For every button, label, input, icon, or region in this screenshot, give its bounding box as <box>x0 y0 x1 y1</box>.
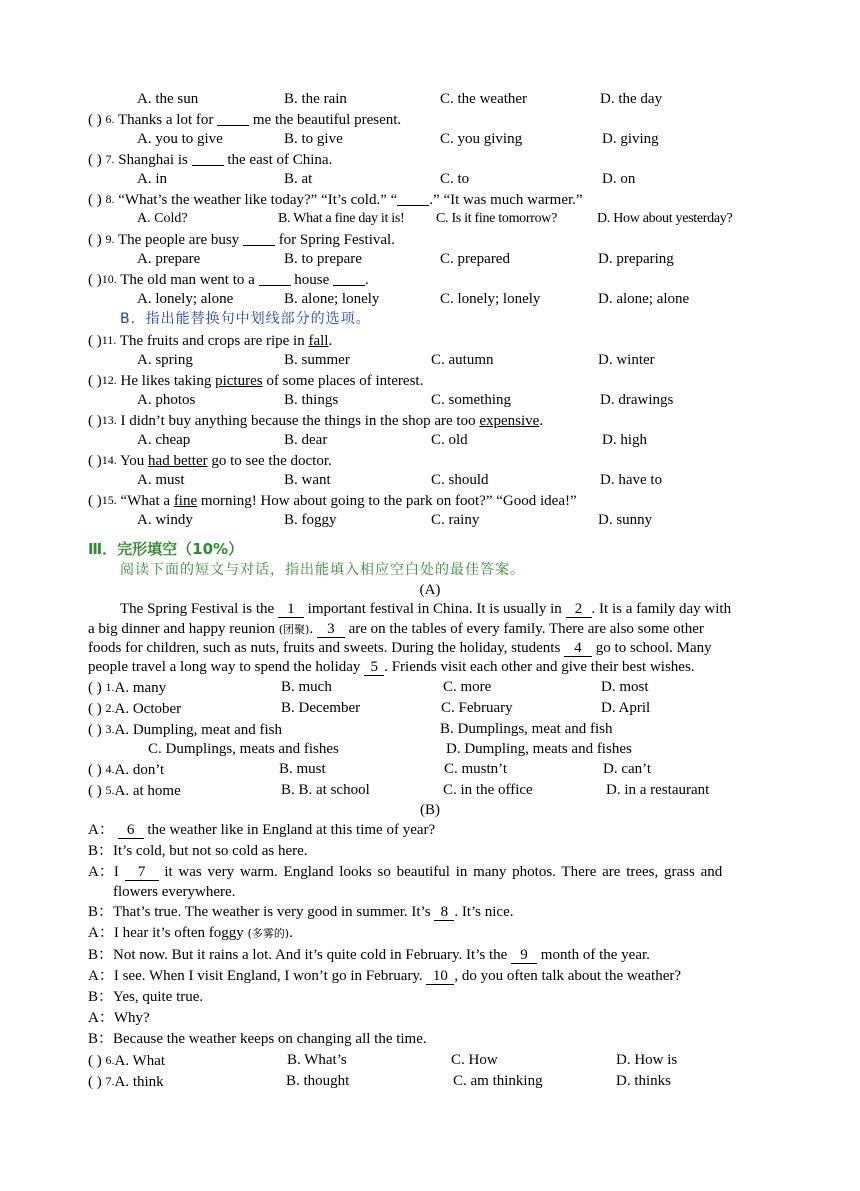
answer-paren: ( ) <box>88 680 102 696</box>
answer-paren: ( ) <box>88 762 102 778</box>
option-d: D. How is <box>616 1052 678 1068</box>
part-a-label: (A) <box>419 582 441 598</box>
option-d: D. preparing <box>598 251 674 267</box>
option-b: B. B. at school <box>281 782 370 798</box>
option-c: C. the weather <box>440 91 528 107</box>
cloze-5 <box>88 781 181 800</box>
question-number: 3. <box>105 722 115 736</box>
dialogue-line <box>88 903 513 921</box>
blank-3[interactable]: 3 <box>317 622 345 638</box>
option-a: A. spring <box>137 352 193 368</box>
question-text: You <box>119 453 149 469</box>
option-a: A. must <box>137 472 185 488</box>
question-text: me the beautiful present. <box>252 112 402 128</box>
passage-text: important festival in China. It is usually in <box>307 601 562 617</box>
dialogue-line: flowers everywhere. <box>113 884 236 900</box>
option-a: A. don’t <box>114 762 165 778</box>
underlined-word: fall <box>308 333 329 349</box>
answer-paren: ( ) <box>88 232 102 248</box>
dialogue-text: A：I hear it’s often foggy <box>88 925 244 941</box>
question-number: 15. <box>101 493 117 507</box>
question-13 <box>88 411 543 430</box>
question-number: 6. <box>105 112 115 126</box>
question-text: “What’s the weather like today?” “It’s cold.” “ <box>118 192 398 208</box>
question-number: 14. <box>101 453 117 467</box>
question-number: 9. <box>105 232 115 246</box>
option-b: B. Dumplings, meat and fish <box>440 721 613 737</box>
blank-1[interactable]: 1 <box>278 602 304 618</box>
dialogue-line: A：Why? <box>88 1010 150 1026</box>
cloze-1 <box>88 678 166 697</box>
underlined-word: expensive <box>479 413 540 429</box>
option-d: D. April <box>601 700 651 716</box>
option-d: D. thinks <box>616 1073 672 1089</box>
answer-blank[interactable] <box>217 111 249 126</box>
passage-text: . Friends visit each other and give their best wishes. <box>384 659 695 675</box>
dialogue-line: B：It’s cold, but not so cold as here. <box>88 843 308 859</box>
option-a: A. Dumpling, meat and fish <box>114 722 282 738</box>
blank-5[interactable]: 5 <box>364 660 384 676</box>
blank-10[interactable]: 10 <box>426 969 454 985</box>
question-number: 7. <box>105 152 115 166</box>
option-c: C. How <box>451 1052 498 1068</box>
option-d: D. How about yesterday? <box>597 211 733 226</box>
option-a: A. many <box>114 680 167 696</box>
question-number: 1. <box>105 680 115 694</box>
passage-text: The Spring Festival is the <box>120 601 275 617</box>
question-text: The old man went to a <box>120 272 255 288</box>
question-text: The people are busy <box>117 232 240 248</box>
passage-text: go to school. Many <box>595 640 712 656</box>
option-b: B. must <box>279 761 326 777</box>
option-a: A. What <box>114 1053 166 1069</box>
chinese-gloss: (团聚) <box>278 623 310 636</box>
blank-8[interactable]: 8 <box>434 905 454 921</box>
option-d: D. giving <box>602 131 659 147</box>
option-a: A. the sun <box>137 91 199 107</box>
question-text: Thanks a lot for <box>117 112 214 128</box>
question-number: 7. <box>105 1074 115 1088</box>
question-text: The fruits and crops are ripe in <box>119 333 309 349</box>
option-a: A. cheap <box>137 432 191 448</box>
question-number: 12. <box>101 373 117 387</box>
option-c: C. am thinking <box>453 1073 543 1089</box>
option-d: D. the day <box>600 91 663 107</box>
blank-7[interactable]: 7 <box>125 865 159 881</box>
question-text: for Spring Festival. <box>278 232 395 248</box>
option-a: A. October <box>114 701 182 717</box>
option-b: B. dear <box>284 432 328 448</box>
question-text: the east of China. <box>227 152 333 168</box>
option-a: A. Cold? <box>137 211 188 226</box>
option-a: A. lonely; alone <box>137 291 234 307</box>
question-number: 2. <box>105 701 115 715</box>
answer-paren: ( ) <box>88 152 102 168</box>
answer-paren: ( ) <box>88 783 102 799</box>
answer-paren: ( ) <box>88 701 102 717</box>
cloze-2 <box>88 699 181 718</box>
cloze-3 <box>88 720 282 739</box>
question-number: 11. <box>101 333 117 347</box>
dialogue-text: month of the year. <box>540 947 650 963</box>
option-c: C. Is it fine tomorrow? <box>436 211 558 226</box>
dialogue-text: . It’s nice. <box>454 904 514 920</box>
option-a: A. you to give <box>137 131 223 147</box>
dialogue-line <box>88 946 650 964</box>
dialogue-line <box>88 924 293 943</box>
option-d: D. high <box>602 432 647 448</box>
option-c: C. mustn’t <box>444 761 508 777</box>
question-text: He likes taking <box>120 373 216 389</box>
dialogue-line <box>88 967 681 985</box>
option-b: B. December <box>281 700 361 716</box>
option-d: D. sunny <box>598 512 653 528</box>
dialogue-text: A：I <box>88 864 119 880</box>
cloze-6 <box>88 1051 165 1070</box>
option-c: C. lonely; lonely <box>440 291 541 307</box>
passage-line <box>88 658 695 676</box>
dialogue-line <box>88 863 722 881</box>
question-11 <box>88 331 332 350</box>
part-b-title: B．指出能替换句中划线部分的选项。 <box>120 311 371 327</box>
option-c: C. autumn <box>431 352 494 368</box>
question-text: .” “It was much warmer.” <box>429 192 583 208</box>
speaker: A： <box>88 822 114 838</box>
option-d: D. on <box>602 171 636 187</box>
option-b: B. to give <box>284 131 343 147</box>
question-text: . <box>328 333 333 349</box>
dialogue-text: . <box>289 925 293 941</box>
passage-text: foods for children, such as nuts, fruits and sweets. During the holiday, students <box>88 640 561 656</box>
question-number: 5. <box>105 783 115 797</box>
dialogue-text: A：I see. When I visit England, I won’t go in February. <box>88 968 423 984</box>
passage-text: people travel a long way to spend the holiday <box>88 659 361 675</box>
answer-paren: ( ) <box>88 192 102 208</box>
answer-blank[interactable] <box>243 231 275 246</box>
answer-paren: ( ) <box>88 453 102 469</box>
answer-blank[interactable] <box>333 271 365 286</box>
answer-blank[interactable] <box>192 151 224 166</box>
part-b-label: (B) <box>420 802 440 818</box>
blank-9[interactable]: 9 <box>511 948 537 964</box>
option-b: B. What a fine day it is! <box>278 211 405 226</box>
option-b: B. to prepare <box>284 251 362 267</box>
dialogue-text: it was very warm. England looks so beautiful in many photos. There are trees, grass and <box>164 864 723 880</box>
option-c: C. in the office <box>443 782 533 798</box>
option-c: C. you giving <box>440 131 523 147</box>
dialogue-line: B：Because the weather keeps on changing all the time. <box>88 1031 427 1047</box>
dialogue-text: B：Not now. But it rains a lot. And it’s quite cold in February. It’s the <box>88 947 508 963</box>
question-text: . <box>365 272 369 288</box>
option-c: C. something <box>431 392 512 408</box>
option-c: C. should <box>431 472 489 488</box>
question-12 <box>88 371 423 390</box>
option-d: D. most <box>601 679 649 695</box>
answer-paren: ( ) <box>88 722 102 738</box>
answer-blank[interactable] <box>397 191 429 206</box>
chinese-gloss: (多雾的) <box>247 927 290 940</box>
question-text: . <box>539 413 544 429</box>
passage-line <box>88 639 712 657</box>
option-d: D. drawings <box>600 392 674 408</box>
option-c: C. rainy <box>431 512 480 528</box>
passage-line <box>120 600 731 618</box>
option-c: C. more <box>443 679 492 695</box>
option-b: B. the rain <box>284 91 347 107</box>
dialogue-text: , do you often talk about the weather? <box>454 968 682 984</box>
question-number: 13. <box>101 413 117 427</box>
question-text: go to see the doctor. <box>207 453 332 469</box>
question-text: of some places of interest. <box>262 373 424 389</box>
option-c: C. prepared <box>440 251 510 267</box>
answer-paren: ( ) <box>88 493 102 509</box>
dialogue-line: B：Yes, quite true. <box>88 989 204 1005</box>
question-number: 6. <box>105 1053 115 1067</box>
option-b: B. alone; lonely <box>284 291 380 307</box>
option-a: A. think <box>114 1074 164 1090</box>
option-b: B. summer <box>284 352 350 368</box>
dialogue-text: the weather like in England at this time of year? <box>147 822 436 838</box>
question-14 <box>88 451 332 470</box>
section-3-title: Ⅲ．完形填空（10%） <box>88 540 244 558</box>
option-d: D. in a restaurant <box>606 782 710 798</box>
option-d: D. have to <box>600 472 663 488</box>
option-a: A. prepare <box>137 251 201 267</box>
question-text: house <box>294 272 330 288</box>
option-d: D. alone; alone <box>598 291 690 307</box>
answer-paren: ( ) <box>88 272 102 288</box>
underlined-word: had better <box>148 453 208 469</box>
question-8 <box>88 190 583 209</box>
option-d: D. winter <box>598 352 655 368</box>
option-b: B. much <box>281 679 332 695</box>
option-a: A. windy <box>137 512 193 528</box>
option-a: A. at home <box>114 783 181 799</box>
question-text: “What a <box>120 493 174 509</box>
passage-text: . It is a family day with <box>591 601 732 617</box>
option-c: C. February <box>441 700 513 716</box>
answer-blank[interactable] <box>259 271 291 286</box>
answer-paren: ( ) <box>88 112 102 128</box>
dialogue-text: B：That’s true. The weather is very good in summer. It’s <box>88 904 431 920</box>
question-15 <box>88 491 577 510</box>
dialogue-line <box>88 821 435 839</box>
question-number: 8. <box>105 192 115 206</box>
option-c: C. old <box>431 432 468 448</box>
answer-paren: ( ) <box>88 1053 102 1069</box>
blank-2[interactable]: 2 <box>566 602 592 618</box>
answer-paren: ( ) <box>88 333 102 349</box>
answer-paren: ( ) <box>88 373 102 389</box>
blank-4[interactable]: 4 <box>564 641 592 657</box>
passage-text: . <box>309 621 314 637</box>
option-b: B. thought <box>286 1073 350 1089</box>
question-text: Shanghai is <box>118 152 188 168</box>
option-d: D. Dumpling, meats and fishes <box>446 741 632 757</box>
section-3-instructions: 阅读下面的短文与对话，指出能填入相应空白处的最佳答案。 <box>120 562 525 578</box>
passage-line <box>88 620 704 639</box>
question-text: I didn’t buy anything because the things in the shop are too <box>120 413 480 429</box>
underlined-word: pictures <box>215 373 263 389</box>
cloze-4 <box>88 760 164 779</box>
passage-text: a big dinner and happy reunion <box>88 621 276 637</box>
answer-paren: ( ) <box>88 413 102 429</box>
option-b: B. What’s <box>287 1052 347 1068</box>
question-6 <box>88 110 401 129</box>
blank-6[interactable]: 6 <box>118 823 144 839</box>
question-number: 10. <box>101 272 117 286</box>
option-b: B. at <box>284 171 313 187</box>
question-9 <box>88 230 395 249</box>
question-number: 4. <box>105 762 115 776</box>
question-text: morning! How about going to the park on foot?” “Good idea!” <box>197 493 577 509</box>
passage-text: are on the tables of every family. There are also some other <box>348 621 704 637</box>
option-d: D. can’t <box>603 761 652 777</box>
cloze-7 <box>88 1072 164 1091</box>
option-c: C. Dumplings, meats and fishes <box>148 741 339 757</box>
option-b: B. foggy <box>284 512 337 528</box>
option-a: A. in <box>137 171 167 187</box>
option-c: C. to <box>440 171 470 187</box>
option-b: B. want <box>284 472 331 488</box>
option-a: A. photos <box>137 392 196 408</box>
underlined-word: fine <box>173 493 198 509</box>
option-b: B. things <box>284 392 339 408</box>
answer-paren: ( ) <box>88 1074 102 1090</box>
question-10 <box>88 270 369 289</box>
question-7 <box>88 150 332 169</box>
